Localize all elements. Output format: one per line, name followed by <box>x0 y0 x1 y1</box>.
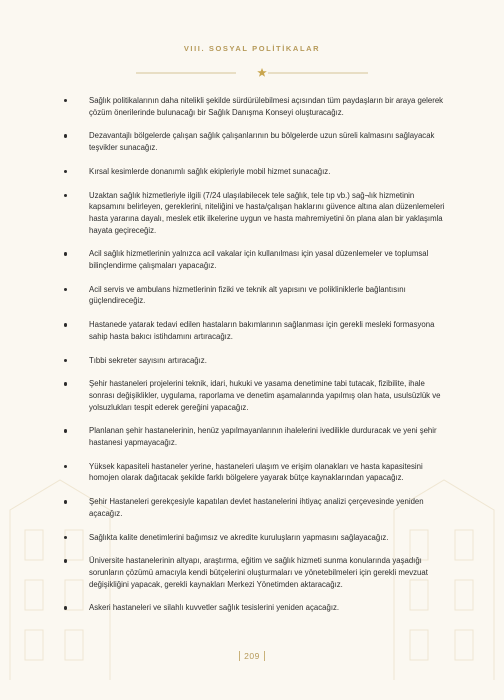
bullet-list <box>64 95 448 614</box>
list-item: Tıbbi sekreter sayısını artıracağız. <box>64 355 448 367</box>
section-header: VIII. SOSYAL POLİTİKALAR <box>183 44 321 53</box>
list-item: Uzaktan sağlık hizmetleriyle ilgili (7/24 ulaşılabilecek tele sağlık, tele tıp vb.) sağ¬lık hizmetinin kapsamını belirleyen, gereklerini, niteliğini ve hasta/çalışan haklarını güvence altına alan düzenlemeleri hasta yararına dayalı, meslek etik ilkelerine uygun ve hasta mahremiyetini ön plana alan bir yaklaşımla hayata geçireceğiz. <box>64 190 448 237</box>
page-number <box>0 651 504 661</box>
list-item: Kırsal kesimlerde donanımlı sağlık ekipleriyle mobil hizmet sunacağız. <box>64 166 448 178</box>
list-item: Dezavantajlı bölgelerde çalışan sağlık çalışanlarının bu bölgelerde uzun süreli kalmasını sağlayacak teşvikler sunacağız. <box>64 130 448 153</box>
page-number-label: 209 <box>239 651 265 661</box>
list-item: Üniversite hastanelerinin altyapı, araştırma, eğitim ve sağlık hizmeti sunma konularında yaşadığı sorunların çözümü amacıyla kendi bütçelerini oluşturmaları ve yönetebilmeleri için gerekli mevzuat değişikliğini yapacak, gerekli kaynakları Merkezi Yönetimden aktaracağız. <box>64 555 448 590</box>
content-body <box>64 95 448 626</box>
crescent-star-emblem <box>0 56 504 82</box>
list-item: Şehir hastaneleri projelerini teknik, idari, hukuki ve yasama denetimine tabi tutacak, fizibilite, ihale sonrası değişiklikler, uygulama, raporlama ve denetim aşamalarında yapılmış olan hata, usulsüzlük ve yolsuzlukları tespit ederek gereğini yapacağız. <box>64 378 448 413</box>
list-item: Planlanan şehir hastanelerinin, henüz yapılmayanlarının ihalelerini ivedilikle durduracak ve yeni şehir hastanesi yapmayacağız. <box>64 425 448 448</box>
list-item: Sağlıkta kalite denetimlerini bağımsız ve akredite kuruluşların yapmasını sağlayacağız. <box>64 532 448 544</box>
list-item: Şehir Hastaneleri gerekçesiyle kapatılan devlet hastanelerini ihtiyaç analizi çerçevesinde yeniden açacağız. <box>64 496 448 519</box>
list-item: Yüksek kapasiteli hastaneler yerine, hastaneleri ulaşım ve erişim olanakları ve hasta kapasitesini homojen olarak dağıtacak şekilde farklı bölgelere yayarak bütçe kaynaklarından yapacağız. <box>64 461 448 484</box>
list-item: Sağlık politikalarının daha nitelikli şekilde sürdürülebilmesi açısından tüm paydaşların bir araya gelerek çözüm önerilerinde bulunacağı bir Sağlık Danışma Konseyi oluşturacağız. <box>64 95 448 118</box>
list-item: Acil sağlık hizmetlerinin yalnızca acil vakalar için kullanılması için yasal düzenlemeler ve toplumsal bilinçlendirme çalışmaları yapacağız. <box>64 248 448 271</box>
list-item: Acil servis ve ambulans hizmetlerinin fiziki ve teknik alt yapısını ve polikliniklerle bağlantısını güçlendireceğiz. <box>64 284 448 307</box>
list-item: Hastanede yatarak tedavi edilen hastaların bakımlarının sağlanması için gerekli mesleki formasyona sahip hasta bakıcı istihdamını artıracağız. <box>64 319 448 342</box>
list-item: Askeri hastaneleri ve silahlı kuvvetler sağlık tesislerini yeniden açacağız. <box>64 602 448 614</box>
